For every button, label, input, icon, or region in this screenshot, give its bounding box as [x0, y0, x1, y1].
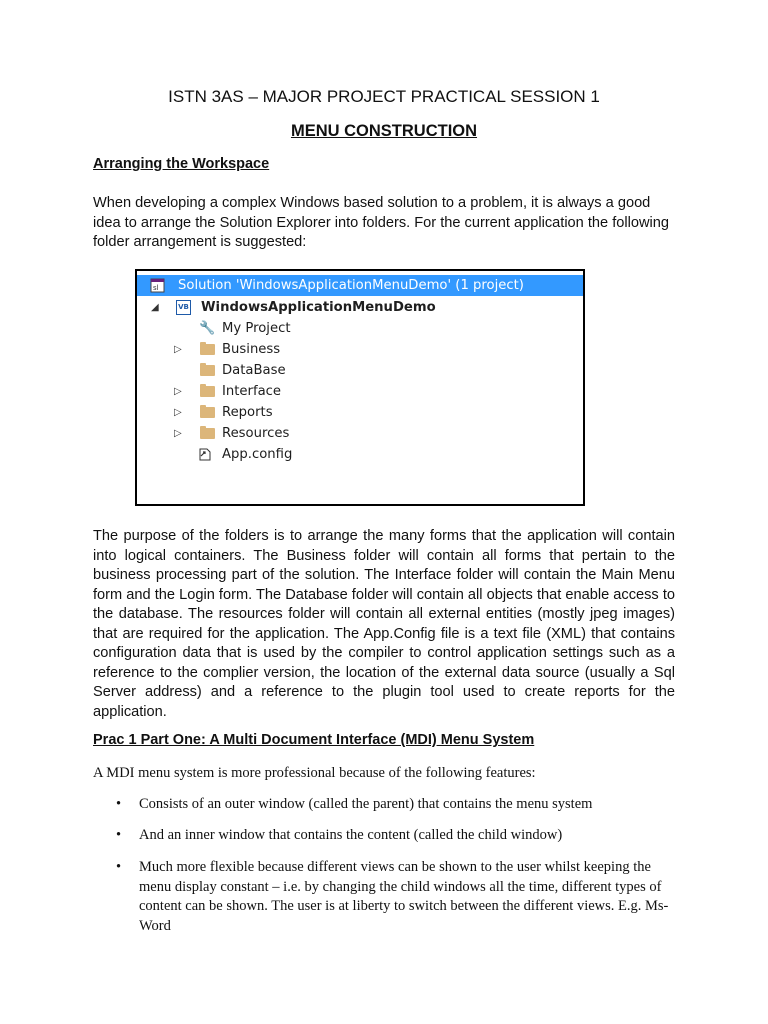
solution-row [137, 275, 583, 296]
purpose-paragraph: The purpose of the folders is to arrange the many forms that the application will contain into logical containers. The Business folder will contain all forms that pertain to the business processing part of the solution. The Interface folder will contain the Main Menu form and the Login form. The Database folder will contain all objects that enable access to the database. The resources folder will contain all external entities (mostly jpeg images) that are required for the application. The App.Config file is a text file (XML) that contains configuration data that is used by the compiler to control application settings such as a reference to the complier version, the location of the external data source (usually a Sql Server address) and a reference to the plugin tool used to create reports for the application. [93, 528, 675, 720]
document-subtitle: MENU CONSTRUCTION [290, 122, 478, 140]
list-item-text: And an inner window that contains the content (called the child window) [139, 827, 563, 843]
expand-triangle-icon: ▷ [174, 344, 182, 355]
tree-item-label: Reports [222, 405, 273, 420]
project-row [137, 297, 583, 318]
collapse-triangle-icon: ◢ [151, 302, 159, 313]
bullet-glyph: • [116, 859, 122, 875]
tree-item-label: Interface [222, 384, 282, 399]
solution-label: Solution 'WindowsApplicationMenuDemo' (1 project) [178, 278, 524, 293]
expand-triangle-icon: ▷ [174, 428, 182, 439]
folder-icon [200, 344, 215, 355]
tree-item-app-config [137, 444, 583, 465]
svg-text:sl: sl [153, 284, 159, 292]
folder-icon [200, 428, 215, 439]
tree-item-reports [137, 402, 583, 423]
document-title: ISTN 3AS – MAJOR PROJECT PRACTICAL SESSION 1 [168, 87, 600, 106]
tree-item-business [137, 339, 583, 360]
tree-item-database [137, 360, 583, 381]
list-item-text: Much more flexible because different views can be shown to the user whilst keeping the menu display constant – i.e. by changing the child windows all the time, different types of content can be shown. The user is at liberty to switch between the different views. E.g. Ms-Word [139, 859, 669, 934]
tree-item-label: My Project [222, 321, 291, 336]
tree-item-label: Resources [222, 426, 290, 441]
expand-triangle-icon: ▷ [174, 407, 182, 418]
tree-item-label: DataBase [222, 363, 286, 378]
mdi-intro-paragraph: A MDI menu system is more professional because of the following features: [93, 765, 536, 781]
tree-item-label: Business [222, 342, 281, 357]
list-item-text: Consists of an outer window (called the parent) that contains the menu system [139, 796, 593, 812]
project-label: WindowsApplicationMenuDemo [201, 300, 436, 315]
intro-paragraph: When developing a complex Windows based solution to a problem, it is always a good idea to arrange the Solution Explorer into folders. For the current application the following folder arrangement is suggested: [93, 195, 669, 250]
folder-icon [200, 365, 215, 376]
folder-icon [200, 407, 215, 418]
section-heading-mdi-menu: Prac 1 Part One: A Multi Document Interface (MDI) Menu System [93, 732, 535, 748]
wrench-icon: 🔧 [199, 321, 216, 336]
list-item [116, 858, 676, 936]
tree-item-resources [137, 423, 583, 444]
tree-item-my-project [137, 318, 583, 339]
bullet-glyph: • [116, 796, 122, 812]
section-heading-arranging-workspace: Arranging the Workspace [93, 156, 270, 172]
folder-icon [200, 386, 215, 397]
vb-project-icon: VB [176, 300, 191, 315]
config-file-icon [198, 447, 213, 462]
solution-icon [150, 278, 165, 293]
list-item [116, 795, 676, 815]
bullet-glyph: • [116, 827, 122, 843]
solution-explorer-screenshot [135, 269, 585, 506]
tree-item-interface [137, 381, 583, 402]
list-item [116, 826, 676, 846]
expand-triangle-icon: ▷ [174, 386, 182, 397]
tree-item-label: App.config [222, 447, 293, 462]
